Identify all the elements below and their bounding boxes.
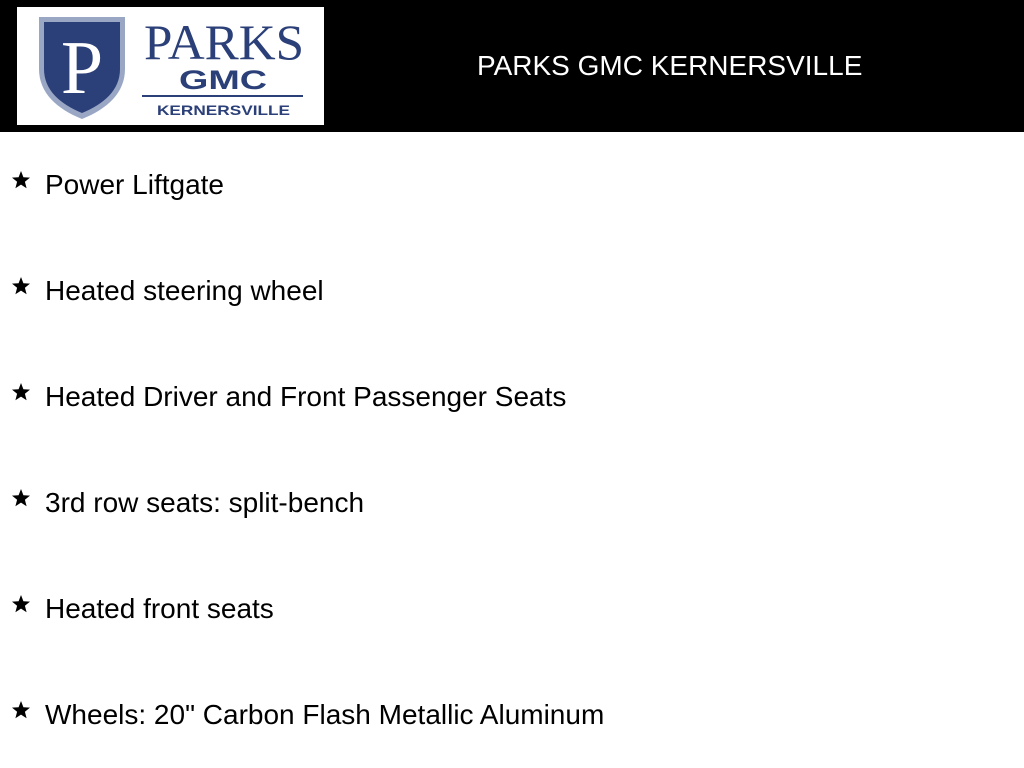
star-icon (11, 488, 31, 508)
star-icon (11, 276, 31, 296)
feature-item (0, 591, 1024, 631)
dealer-logo (17, 7, 324, 125)
feature-item (0, 485, 1024, 525)
star-icon (11, 700, 31, 720)
feature-label: Power Liftgate (45, 169, 224, 200)
feature-label: Heated steering wheel (45, 275, 324, 306)
dealer-title: PARKS GMC KERNERSVILLE (477, 50, 863, 81)
logo-brand: PARKS (144, 14, 304, 70)
feature-label: Heated Driver and Front Passenger Seats (45, 381, 567, 412)
feature-item (0, 167, 1024, 207)
feature-label: Heated front seats (45, 593, 274, 624)
logo-location: KERNERSVILLE (157, 102, 290, 118)
feature-item (0, 379, 1024, 419)
star-icon (11, 170, 31, 190)
star-icon (11, 594, 31, 614)
star-icon (11, 382, 31, 402)
logo-letter: P (60, 26, 104, 110)
header-bar (0, 0, 1024, 132)
feature-item (0, 697, 1024, 737)
logo-make: GMC (179, 65, 267, 95)
feature-item (0, 273, 1024, 313)
feature-label: Wheels: 20" Carbon Flash Metallic Aluminum (45, 699, 605, 730)
feature-list (0, 132, 1024, 768)
feature-label: 3rd row seats: split-bench (45, 487, 365, 518)
parks-gmc-logo-image (17, 7, 324, 125)
